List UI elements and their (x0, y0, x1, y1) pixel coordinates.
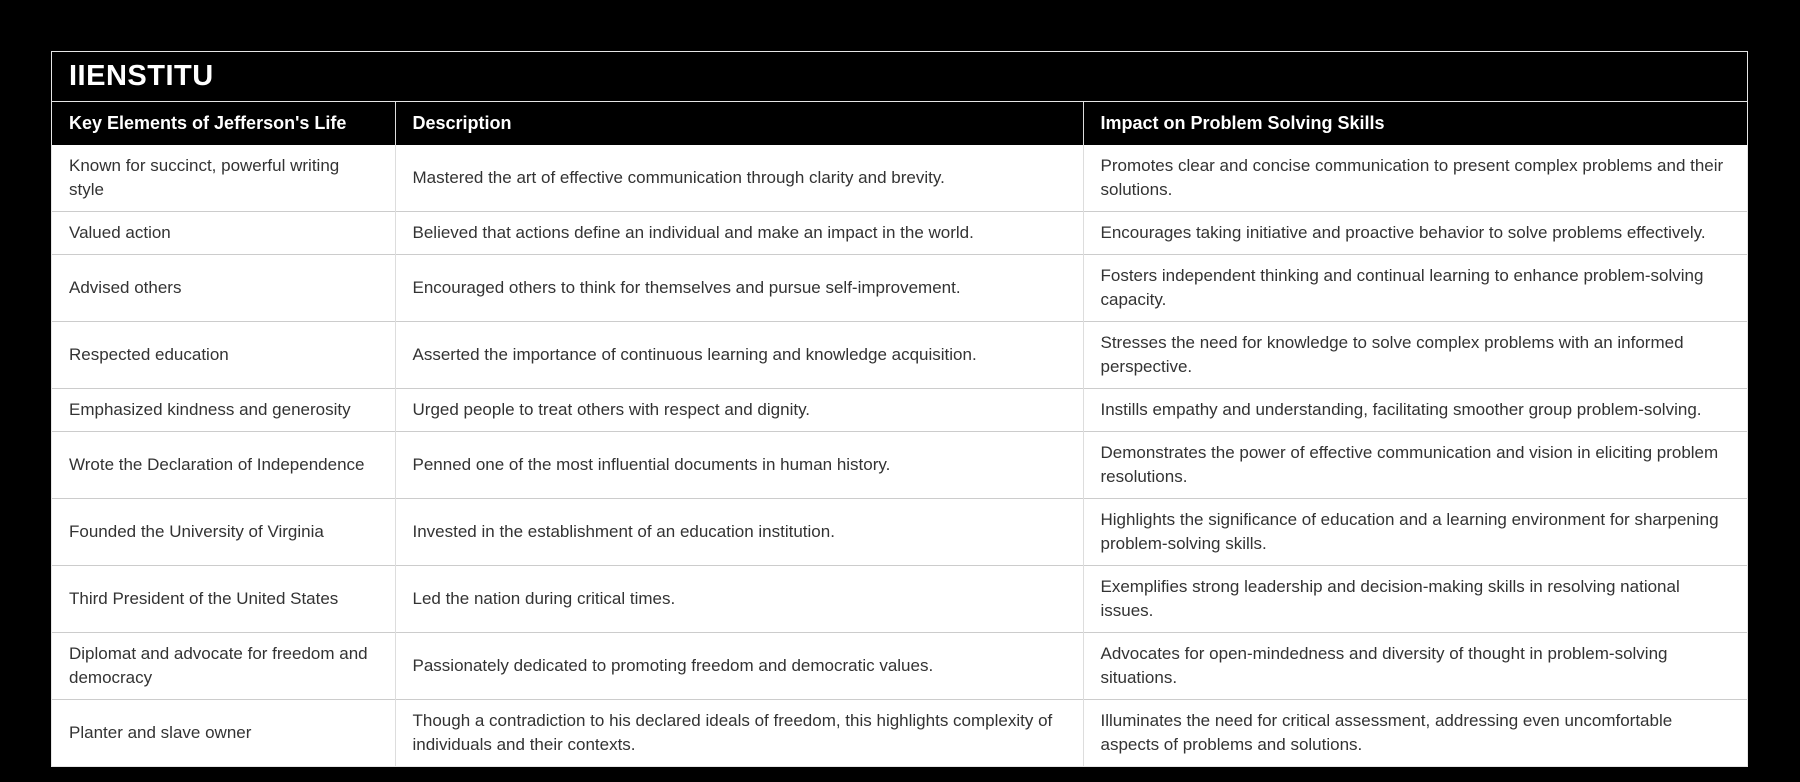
cell-description: Penned one of the most influential documents in human history. (395, 432, 1083, 499)
table-row (52, 499, 1747, 566)
cell-key-element: Emphasized kindness and generosity (52, 389, 395, 432)
table-row (52, 432, 1747, 499)
table-row (52, 566, 1747, 633)
cell-key-element: Valued action (52, 212, 395, 255)
cell-impact: Instills empathy and understanding, facilitating smoother group problem-solving. (1083, 389, 1747, 432)
column-header-key-elements: Key Elements of Jefferson's Life (52, 102, 395, 145)
table-row (52, 212, 1747, 255)
table-row (52, 322, 1747, 389)
table-panel (51, 51, 1748, 767)
cell-impact: Advocates for open-mindedness and diversity of thought in problem-solving situations. (1083, 633, 1747, 700)
cell-description: Though a contradiction to his declared ideals of freedom, this highlights complexity of individuals and their contexts. (395, 700, 1083, 767)
brand-title: IIENSTITU (52, 52, 1747, 102)
cell-description: Encouraged others to think for themselves and pursue self-improvement. (395, 255, 1083, 322)
column-header-impact: Impact on Problem Solving Skills (1083, 102, 1747, 145)
cell-description: Urged people to treat others with respect and dignity. (395, 389, 1083, 432)
cell-impact: Exemplifies strong leadership and decision-making skills in resolving national issues. (1083, 566, 1747, 633)
cell-key-element: Founded the University of Virginia (52, 499, 395, 566)
table-row (52, 700, 1747, 767)
cell-description: Invested in the establishment of an education institution. (395, 499, 1083, 566)
cell-impact: Fosters independent thinking and continual learning to enhance problem-solving capacity. (1083, 255, 1747, 322)
table-row (52, 389, 1747, 432)
cell-impact: Illuminates the need for critical assessment, addressing even uncomfortable aspects of problems and solutions. (1083, 700, 1747, 767)
cell-key-element: Advised others (52, 255, 395, 322)
column-header-description: Description (395, 102, 1083, 145)
cell-impact: Highlights the significance of education and a learning environment for sharpening problem-solving skills. (1083, 499, 1747, 566)
table-body (52, 145, 1747, 766)
cell-description: Asserted the importance of continuous learning and knowledge acquisition. (395, 322, 1083, 389)
cell-impact: Stresses the need for knowledge to solve complex problems with an informed perspective. (1083, 322, 1747, 389)
cell-key-element: Respected education (52, 322, 395, 389)
cell-key-element: Planter and slave owner (52, 700, 395, 767)
cell-impact: Encourages taking initiative and proactive behavior to solve problems effectively. (1083, 212, 1747, 255)
cell-impact: Promotes clear and concise communication to present complex problems and their solutions. (1083, 145, 1747, 212)
cell-description: Passionately dedicated to promoting freedom and democratic values. (395, 633, 1083, 700)
cell-key-element: Third President of the United States (52, 566, 395, 633)
table-row (52, 255, 1747, 322)
cell-description: Mastered the art of effective communication through clarity and brevity. (395, 145, 1083, 212)
cell-impact: Demonstrates the power of effective communication and vision in eliciting problem resolutions. (1083, 432, 1747, 499)
header-row (52, 102, 1747, 145)
jefferson-table (52, 102, 1747, 766)
cell-description: Believed that actions define an individual and make an impact in the world. (395, 212, 1083, 255)
cell-key-element: Diplomat and advocate for freedom and democracy (52, 633, 395, 700)
cell-description: Led the nation during critical times. (395, 566, 1083, 633)
table-row (52, 633, 1747, 700)
cell-key-element: Known for succinct, powerful writing style (52, 145, 395, 212)
table-row (52, 145, 1747, 212)
cell-key-element: Wrote the Declaration of Independence (52, 432, 395, 499)
